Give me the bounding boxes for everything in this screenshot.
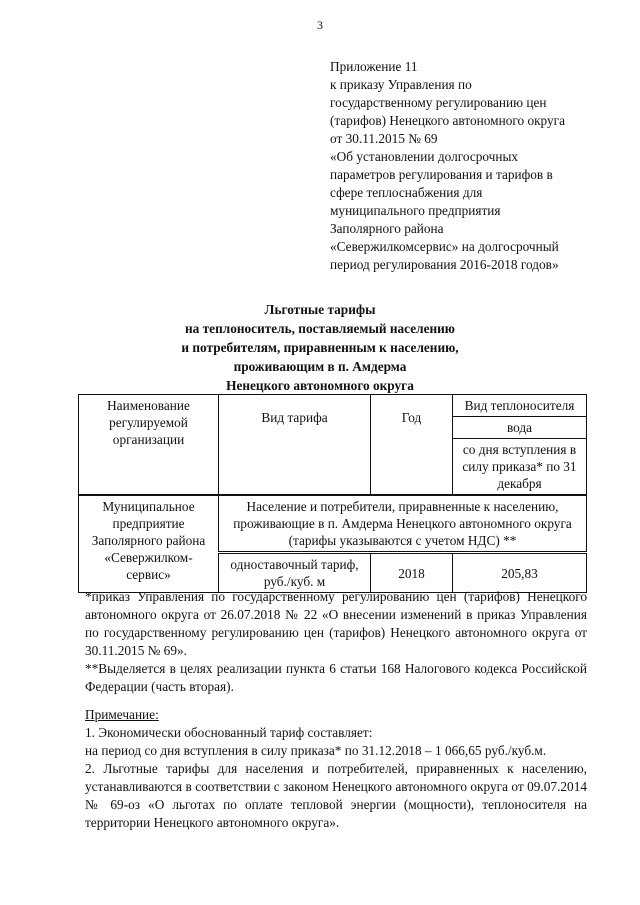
row-year: 2018 [371, 553, 453, 593]
organization-name: Муниципальное предприятие Заполярного района «Севержилком-сервис» [79, 495, 219, 593]
remark-heading: Примечание: [85, 707, 159, 722]
appendix-line: «Севержилкомсервис» на долгосрочный [330, 239, 559, 254]
appendix-line: государственному регулированию цен [330, 95, 547, 110]
footnote-order: *приказ Управления по государственному регулированию цен (тарифов) Ненецкого автономного округа от 26.07.2018 № 22 «О внесении изменений в приказ Управления по государственному регулированию цен (тарифов) Ненецкого автономного округа от 30.11.2015 № 69». [85, 589, 587, 658]
row-tariff-type: одноставочный тариф, руб./куб. м [219, 553, 371, 593]
appendix-line: Заполярного района [330, 221, 444, 236]
appendix-line: (тарифов) Ненецкого автономного округа [330, 113, 566, 128]
appendix-block [330, 58, 620, 274]
page-number: 3 [317, 18, 323, 32]
notes-block [85, 588, 587, 832]
title-line: проживающим в п. Амдерма [233, 359, 407, 374]
remark-1-value: на период со дня вступления в силу приказа* по 31.12.2018 – 1 066,65 руб./куб.м. [85, 743, 547, 758]
appendix-line: параметров регулирования и тарифов в [330, 167, 553, 182]
header-year: Год [371, 395, 453, 496]
title-line: Льготные тарифы [264, 302, 376, 317]
consumer-group-label: Население и потребители, приравненные к населению, проживающие в п. Амдерма Ненецкого автономного округа (тарифы указываются с учетом НДС) ** [219, 495, 587, 553]
header-period: со дня вступления в силу приказа* по 31 декабря [453, 439, 587, 496]
title-line: на теплоноситель, поставляемый населению [185, 321, 455, 336]
document-title [0, 300, 640, 395]
appendix-line: «Об установлении долгосрочных [330, 149, 519, 164]
appendix-line: сфере теплоснабжения для [330, 185, 483, 200]
title-line: и потребителям, приравненным к населению, [181, 340, 459, 355]
row-value: 205,83 [453, 553, 587, 593]
appendix-line: муниципального предприятия [330, 203, 501, 218]
appendix-line: Приложение 11 [330, 59, 418, 74]
header-carrier-type: Вид теплоносителя [453, 395, 587, 417]
header-organization: Наименование регулируемой организации [79, 395, 219, 496]
appendix-line: к приказу Управления по [330, 77, 472, 92]
title-line: Ненецкого автономного округа [226, 378, 414, 393]
remark-1-title: 1. Экономически обоснованный тариф составляет: [85, 725, 373, 740]
header-tariff-type: Вид тарифа [219, 395, 371, 496]
tariff-table [78, 394, 587, 593]
footnote-vat: **Выделяется в целях реализации пункта 6 статьи 168 Налогового кодекса Российской Федерации (часть вторая). [85, 661, 587, 694]
appendix-line: период регулирования 2016-2018 годов» [330, 257, 559, 272]
appendix-line: от 30.11.2015 № 69 [330, 131, 438, 146]
header-carrier-value: вода [453, 417, 587, 439]
remark-2: 2. Льготные тарифы для населения и потребителей, приравненных к населению, устанавливаются в соответствии с законом Ненецкого автономного округа от 09.07.2014 № 69-оз «О льготах по оплате тепловой энергии (мощности), теплоносителя на территории Ненецкого автономного округа». [85, 761, 587, 830]
